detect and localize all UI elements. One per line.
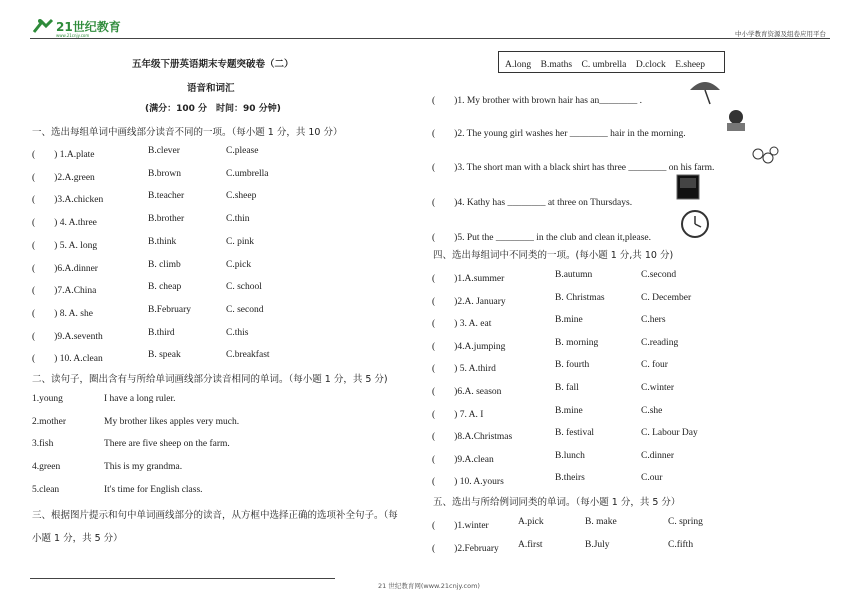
sentence: It's time for English class. [104, 484, 203, 495]
answer-option: C.dinner [641, 450, 674, 461]
answer-option: C.sheep [226, 191, 257, 202]
answer-option: C.second [641, 270, 677, 280]
question-stem: ( )2.February [432, 544, 499, 554]
answer-option: C. spring [668, 517, 703, 527]
given-word: 2.mother [32, 416, 67, 427]
answer-option: C.winter [641, 383, 674, 393]
section5-heading: 五、选出与所给例词同类的单词。（每小题 1 分，共 5 分） [433, 497, 681, 508]
given-word: 4.green [32, 462, 61, 473]
answer-option: B. cheap [148, 282, 182, 293]
question-stem: ( )4.A.jumping [432, 341, 506, 352]
answer-option: B. festival [555, 428, 595, 439]
question-stem: ( )2.A.green [32, 172, 95, 183]
footer-text: 21 世纪教育网(www.21cnjy.com) [378, 582, 480, 590]
answer-option: C. second [226, 304, 264, 315]
footer-divider [30, 578, 335, 579]
section4-heading: 四、选出每组词中不同类的一项。(每小题 1 分,共 10 分) [433, 250, 674, 261]
answer-option: C.pick [226, 259, 252, 270]
girl-washing-hair-icon [723, 108, 749, 134]
question-stem: ( )1.A.summer [432, 274, 505, 284]
answer-option: C.hers [641, 315, 666, 326]
fill-blank-question: ( )3. The short man with a black shirt has three ________ on his farm. [432, 163, 715, 173]
question-stem: ( ) 4. A.three [32, 218, 97, 229]
answer-option: B. make [585, 517, 617, 527]
logo-url: www.21cnjy.com [56, 33, 90, 38]
question-stem: ( ) 10. A.yours [432, 477, 504, 488]
question-stem: ( ) 7. A. I [432, 409, 484, 420]
page-subtitle: 语音和词汇 [187, 83, 235, 94]
sentence: This is my grandma. [104, 462, 183, 473]
answer-option: C.this [226, 327, 249, 338]
answer-option: B.lunch [555, 450, 585, 461]
question-stem: ( ) 8. A. she [32, 308, 93, 319]
answer-option: C.please [226, 146, 259, 156]
answer-option: B. Christmas [555, 292, 605, 303]
page-title: 五年级下册英语期末专题突破卷（二） [132, 59, 294, 70]
fill-blank-question: ( )5. Put the ________ in the club and clean it,please. [432, 233, 651, 243]
platform-label: 中小学教育资源及组卷应用平台 [735, 30, 826, 38]
question-stem: ( ) 5. A.third [432, 364, 496, 375]
fill-blank-question: ( )1. My brother with brown hair has an________ . [432, 96, 643, 106]
answer-option: B.think [148, 236, 177, 247]
answer-option: C. pink [226, 236, 254, 247]
answer-option: B.July [585, 540, 610, 550]
answer-option: B.mine [555, 405, 583, 416]
answer-option: C. Labour Day [641, 428, 698, 439]
answer-option: B.mine [555, 315, 583, 326]
answer-option: B. fourth [555, 360, 590, 371]
sheep-icon [750, 144, 780, 168]
section3-heading-line1: 三、根据图片提示和句中单词画线部分的读音，从方框中选择正确的选项补全句子。（每 [32, 510, 398, 521]
answer-option: B. speak [148, 350, 181, 361]
question-stem: ( )6.A. season [432, 387, 502, 397]
question-stem: ( ) 1.A.plate [32, 150, 95, 160]
given-word: 5.clean [32, 484, 60, 495]
sentence: I have a long ruler. [104, 394, 176, 404]
logo-text: 21世纪教育 [56, 20, 121, 34]
question-stem: ( )7.A.China [32, 286, 97, 297]
sentence: There are five sheep on the farm. [104, 439, 230, 450]
question-stem: ( )1.winter [432, 521, 489, 531]
given-word: 3.fish [32, 439, 54, 450]
sentence: My brother likes apples very much. [104, 416, 240, 427]
section3-heading-line2: 小题 1 分，共 5 分） [32, 533, 123, 544]
answer-option: B.teacher [148, 191, 185, 202]
answer-option: C.fifth [668, 540, 694, 550]
section2-heading: 二、读句子，圈出含有与所给单词画线部分读音相同的单词。（每小题 1 分，共 5 分) [32, 374, 388, 385]
header-divider [30, 38, 830, 39]
answer-option: B.clever [148, 146, 180, 156]
answer-option: A.pick [518, 517, 544, 527]
question-stem: ( )8.A.Christmas [432, 432, 513, 443]
answer-option: B. fall [555, 383, 579, 393]
question-stem: ( ) 10. A.clean [32, 354, 103, 365]
question-stem: ( )3.A.chicken [32, 195, 104, 206]
score-info: (满分：100 分 时间：90 分钟) [145, 104, 281, 114]
answer-option: C. four [641, 360, 668, 371]
question-stem: ( )6.A.dinner [32, 263, 98, 274]
given-word: 1.young [32, 394, 63, 404]
answer-option: B.third [148, 327, 175, 338]
answer-option: C. school [226, 282, 262, 293]
question-stem: ( ) 5. A. long [32, 240, 98, 251]
blackboard-icon [676, 174, 700, 202]
answer-option: C.reading [641, 337, 679, 348]
question-stem: ( )9.A.seventh [32, 331, 103, 342]
answer-option: C.breakfast [226, 350, 270, 361]
answer-option: B. morning [555, 337, 599, 348]
fill-blank-question: ( )2. The young girl washes her ________ hair in the morning. [432, 129, 686, 139]
answer-option: B.February [148, 304, 192, 315]
question-stem: ( )2.A. January [432, 296, 506, 307]
logo [30, 18, 140, 43]
answer-option: C.our [641, 473, 663, 484]
clock-icon [680, 209, 710, 239]
answer-option: C.she [641, 405, 663, 416]
section1-heading: 一、选出每组单词中画线部分读音不同的一项。（每小题 1 分，共 10 分） [32, 127, 343, 138]
answer-option: C.umbrella [226, 168, 269, 179]
answer-option: B.autumn [555, 270, 593, 280]
question-stem: ( ) 3. A. eat [432, 319, 492, 330]
umbrella-icon [688, 78, 722, 106]
logo-runner-icon [30, 18, 140, 38]
answer-option: A.first [518, 540, 543, 550]
fill-blank-question: ( )4. Kathy has ________ at three on Thursdays. [432, 198, 633, 208]
question-stem: ( )9.A.clean [432, 454, 494, 465]
options-text: A.long B.maths C. umbrella D.clock E.sheep [505, 60, 705, 70]
answer-option: C.thin [226, 214, 250, 225]
answer-option: B. climb [148, 259, 181, 270]
answer-option: B.brother [148, 214, 185, 225]
answer-option: C. December [641, 292, 692, 303]
answer-option: B.theirs [555, 473, 585, 484]
answer-option: B.brown [148, 168, 181, 179]
